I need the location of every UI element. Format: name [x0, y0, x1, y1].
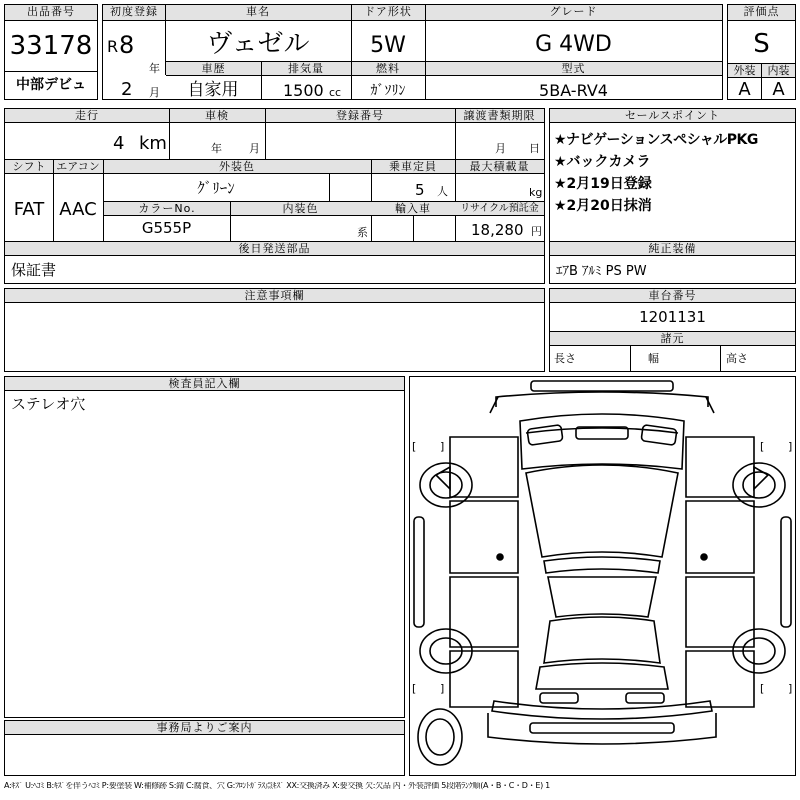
displacement-label: 排気量 [261, 62, 351, 76]
year-unit: 年 [149, 62, 160, 75]
inspector-comment: ステレオ穴 [11, 395, 86, 413]
mileage-unit: km [139, 133, 167, 154]
first-reg-month: 2 [121, 79, 133, 100]
score-block [727, 4, 796, 100]
inspection-month-unit: 月 [249, 142, 260, 155]
dims-label: 諸元 [550, 332, 795, 346]
bracket-right-top: [ [760, 440, 765, 453]
score-label: 評価点 [728, 5, 795, 21]
notes-block [4, 288, 545, 372]
fuel-type: ｶﾞｿﾘﾝ [370, 83, 406, 99]
interior-grade: A [772, 79, 785, 100]
bracket-left-top-close: ] [440, 440, 445, 453]
details-block [4, 108, 545, 284]
first-reg-year: 8 [119, 31, 135, 59]
ac-value: AAC [59, 199, 97, 220]
vehicle-history: 自家用 [187, 80, 239, 100]
damage-legend: A:ｷｽﾞ U:ﾍｺﾐ B:ｷｽﾞを伴うﾍｺﾐ P:要塗装 W:補修跡 S:錆 C:腐食、穴 G:ﾌﾛﾝﾄｶﾞﾗｽ点ｷｽﾞ XX:交換済み X:要交換 欠:欠品 内・外装評価 5段階ﾗﾝｸ順(A・B・C・D・E) 1 [4, 782, 550, 790]
era-letter: R [107, 37, 119, 56]
displacement-unit: cc [329, 86, 342, 99]
mileage-value: 4 [113, 133, 125, 154]
office-label: 事務局よりご案内 [5, 721, 404, 735]
equipment-value: ｴｱB ｱﾙﾐ PS PW [556, 264, 647, 279]
car-name: ヴェゼル [206, 29, 310, 59]
load-label: 最大積載量 [455, 160, 544, 174]
inspector-block [4, 376, 405, 718]
recycle-label: リサイクル預託金 [455, 202, 544, 216]
model-code: 5BA-RV4 [539, 81, 608, 100]
car-diagram-drawing [410, 377, 795, 775]
office-block [4, 720, 405, 776]
chassis-block [549, 288, 796, 372]
car-diagram [409, 376, 796, 776]
bracket-right-top-close: ] [788, 440, 793, 453]
sales-point-3: ★2月19日登録 [554, 176, 652, 192]
recycle-fee: 18,280 [471, 221, 524, 239]
height-label: 高さ [726, 352, 748, 365]
ac-label: エアコン [53, 160, 103, 174]
capacity-label: 乗車定員 [371, 160, 455, 174]
displacement-value: 1500 [283, 81, 324, 100]
venue-name: 中部デビュ [16, 77, 86, 93]
sales-points-label: セールスポイント [550, 109, 795, 123]
bracket-left-top: [ [412, 440, 417, 453]
mileage-label: 走行 [5, 109, 169, 123]
door-label: ドア形状 [351, 5, 425, 21]
recycle-unit: 円 [531, 225, 542, 238]
capacity-value: 5 [415, 181, 425, 199]
first-reg-label: 初度登録 [103, 5, 165, 21]
door-type: 5W [370, 33, 406, 58]
interior-label: 内装 [762, 64, 795, 78]
sales-point-4: ★2月20日抹消 [554, 198, 652, 214]
length-label: 長さ [554, 352, 576, 365]
body-color: ｸﾞﾘｰﾝ [197, 179, 235, 197]
inspection-label: 車検 [169, 109, 265, 123]
sales-points-block [549, 108, 796, 284]
later-parts-value: 保証書 [11, 261, 57, 279]
exterior-label: 外装 [728, 64, 761, 78]
bracket-left-bottom: [ [412, 682, 417, 695]
grade-label: グレード [425, 5, 722, 21]
exterior-grade: A [738, 79, 751, 100]
transfer-label: 譲渡書類期限 [455, 109, 544, 123]
transfer-day-unit: 日 [529, 142, 540, 155]
sales-point-2: ★バックカメラ [554, 154, 651, 170]
color-no-label: カラーNo. [104, 202, 230, 216]
capacity-unit: 人 [437, 185, 448, 198]
width-label: 幅 [648, 352, 659, 365]
fuel-label: 燃料 [351, 62, 425, 76]
car-name-label: 車名 [165, 5, 351, 21]
overall-score: S [753, 29, 770, 59]
import-label: 輸入車 [371, 202, 455, 216]
interior-color-label: 内装色 [230, 202, 371, 216]
interior-color-unit: 系 [357, 226, 368, 239]
month-unit: 月 [149, 86, 160, 99]
inspection-year-unit: 年 [211, 142, 222, 155]
color-label: 外装色 [103, 160, 371, 174]
bracket-right-bottom-close: ] [788, 682, 793, 695]
inspector-label: 検査員記入欄 [5, 377, 404, 391]
history-label: 車歴 [166, 62, 261, 76]
bracket-left-bottom-close: ] [440, 682, 445, 695]
shift-label: シフト [5, 160, 53, 174]
sales-point-1: ★ナビゲーションスペシャルPKG [554, 132, 758, 148]
lot-block [4, 4, 98, 100]
lot-label: 出品番号 [5, 5, 97, 21]
equipment-label: 純正装備 [550, 242, 795, 256]
chassis-number: 1201131 [639, 308, 706, 326]
transfer-month-unit: 月 [495, 142, 506, 155]
color-number: G555P [141, 219, 192, 237]
model-label: 型式 [425, 62, 722, 76]
chassis-label: 車台番号 [550, 289, 795, 303]
vehicle-header-block [102, 4, 723, 100]
lot-number: 33178 [9, 31, 93, 61]
notes-label: 注意事項欄 [5, 289, 544, 303]
grade-value: G 4WD [535, 32, 612, 57]
shift-value: FAT [13, 199, 45, 220]
reg-number-label: 登録番号 [265, 109, 455, 123]
bracket-right-bottom: [ [760, 682, 765, 695]
load-unit: kg [529, 186, 543, 199]
later-parts-label: 後日発送部品 [5, 242, 544, 256]
